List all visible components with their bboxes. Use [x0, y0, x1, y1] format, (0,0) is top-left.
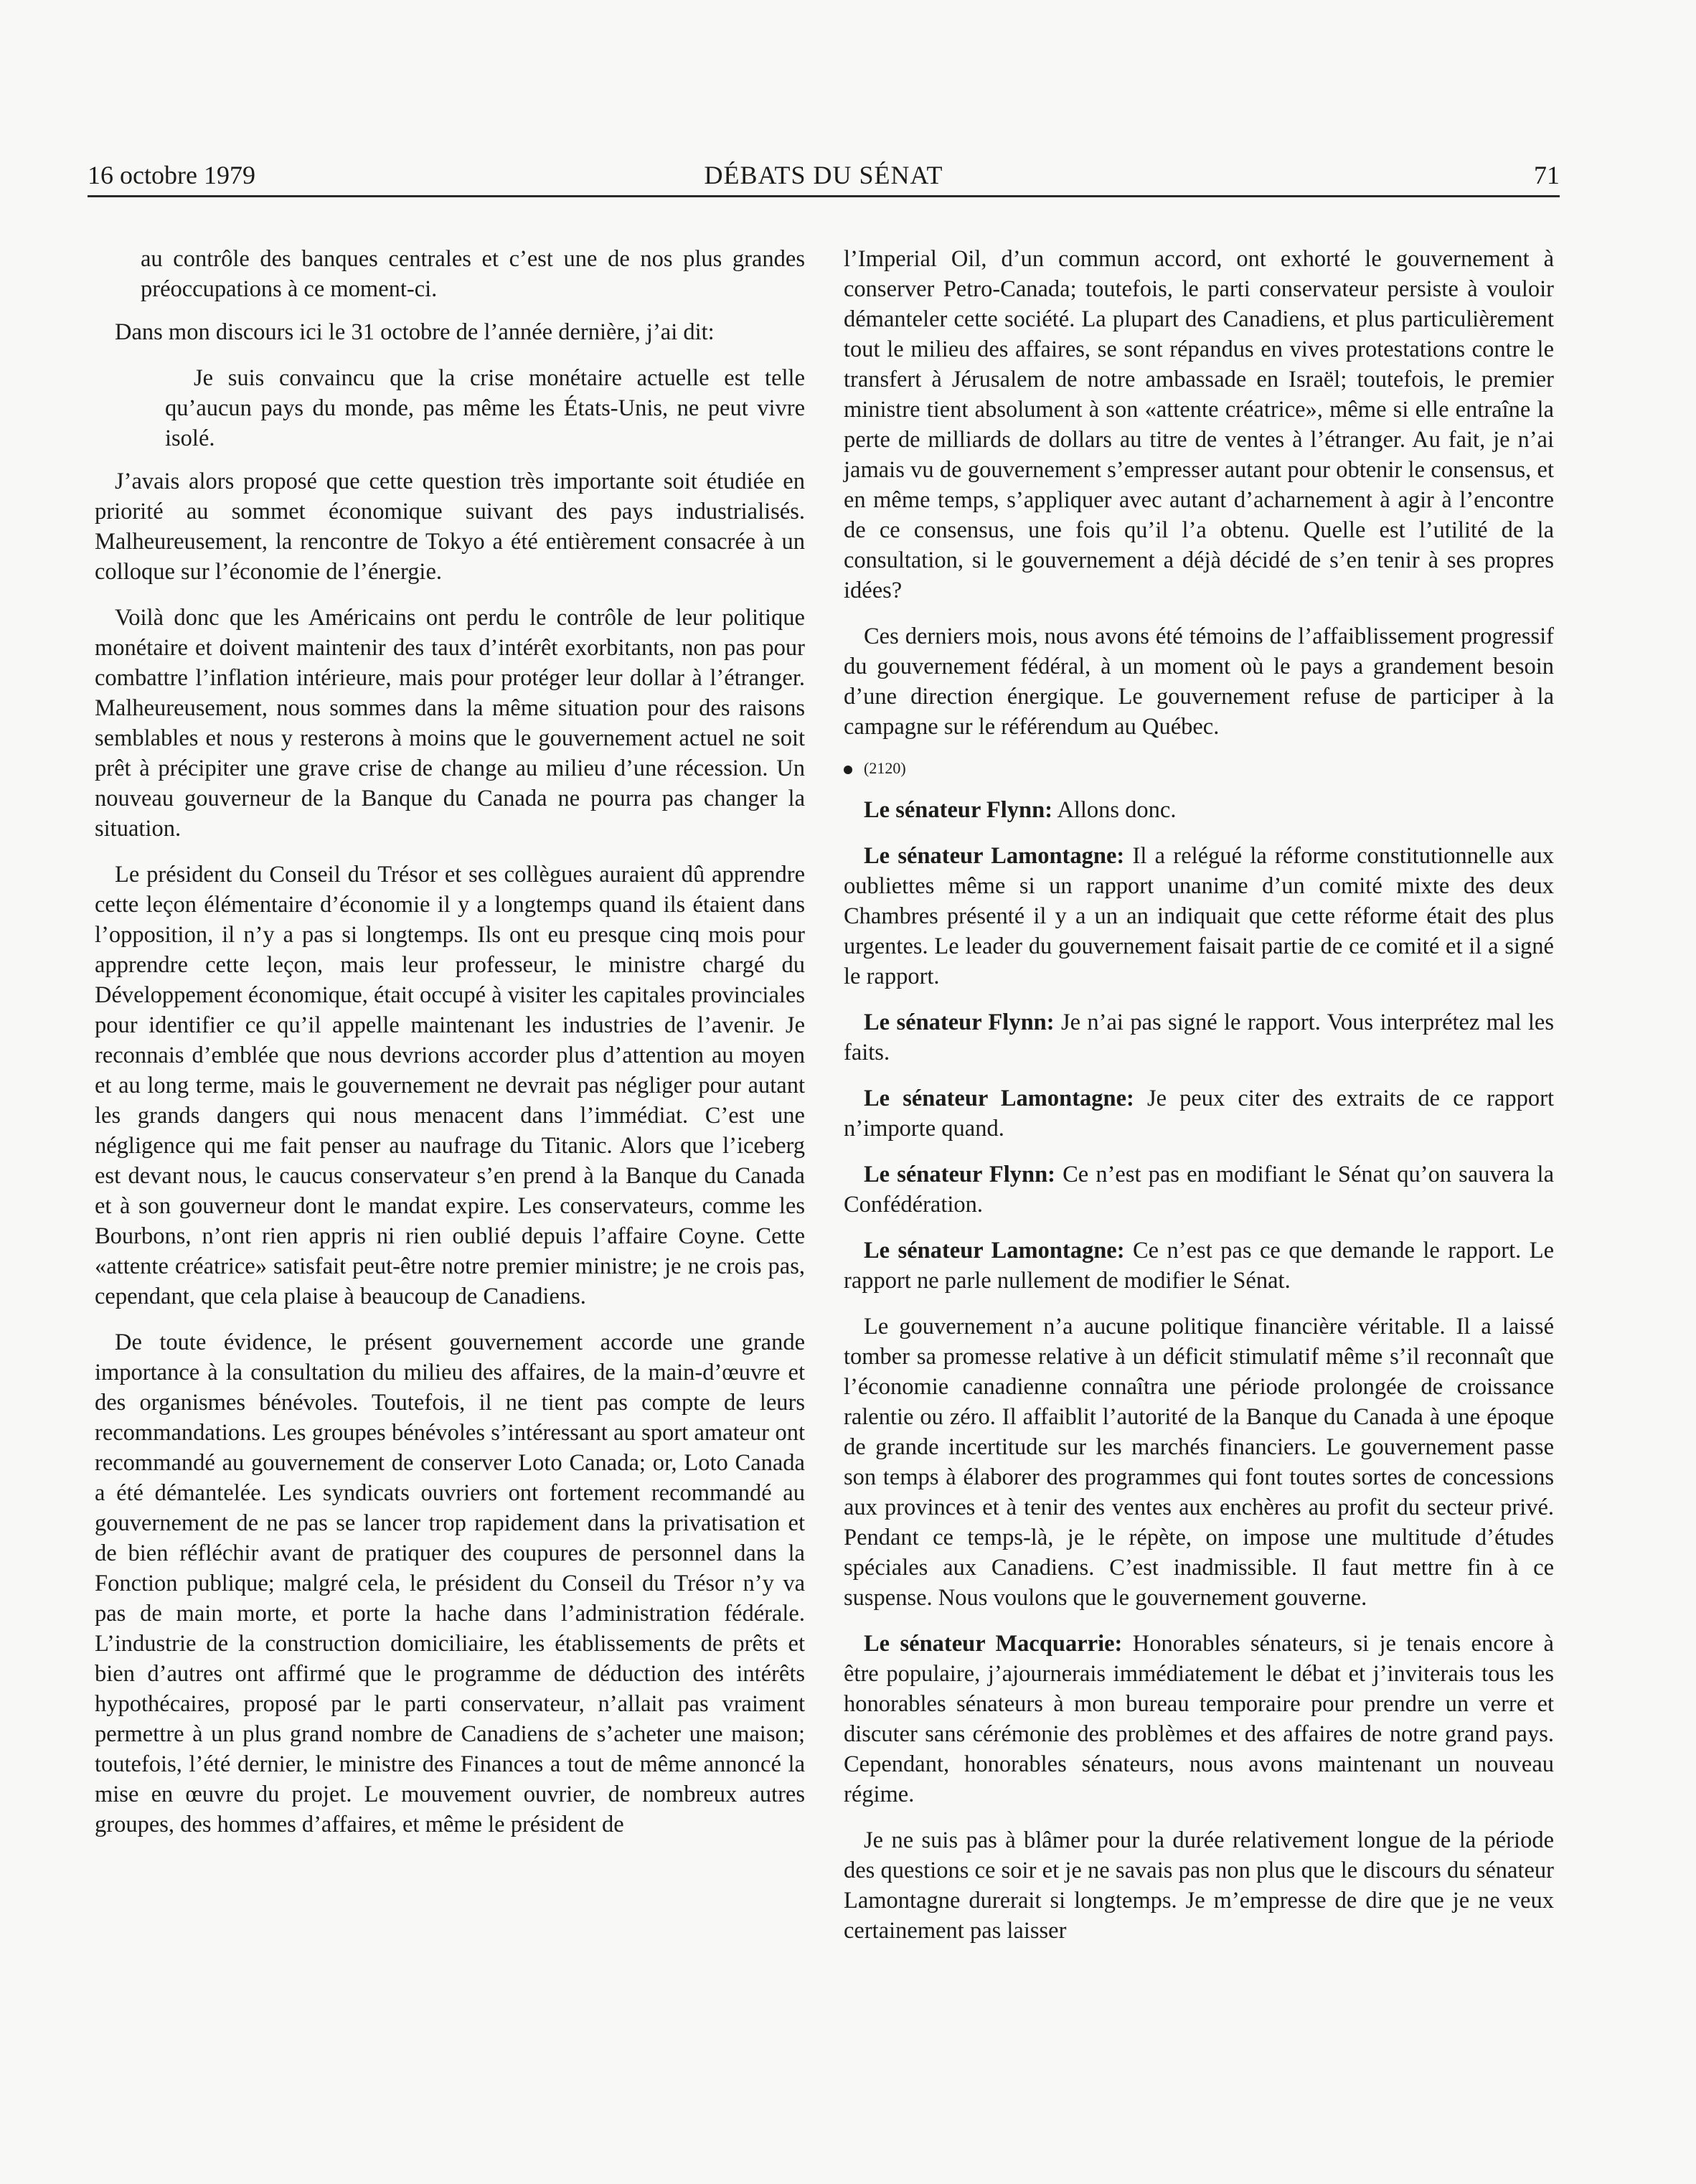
speech: [844, 841, 1554, 992]
page-number: 71: [1534, 161, 1560, 189]
time-marker: [844, 758, 1554, 779]
paragraph: Le président du Conseil du Trésor et ses collègues auraient dû apprendre cette leçon élémentaire d’économie il y a longtemps quand ils étaient dans l’opposition, il n’y a pas si longtemps. Ils ont eu presque cinq mois pour apprendre cette leçon, mais leur professeur, le ministre chargé du Développement économique, était occupé à visiter les capitales provinciales pour identifier ce qu’il appelle maintenant les industries de l’avenir. Je reconnais d’emblée que nous devrions accorder plus d’attention au moyen et au long terme, mais le gouvernement ne devrait pas négliger pour autant les grands dangers qui nous menacent dans l’immédiat. C’est une négligence qui me fait penser au naufrage du Titanic. Alors que l’iceberg est devant nous, le caucus conservateur s’en prend à la Banque du Canada et à son gouverneur dont le mandat expire. Les conservateurs, comme les Bourbons, n’ont rien appris ni rien oublié depuis l’affaire Coyne. Cette «attente créatrice» satisfait peut-être notre premier ministre; je ne crois pas, cependant, que cela plaise à beaucoup de Canadiens.: [95, 862, 805, 1309]
speech-text: Ce n’est pas ce que demande le rapport. Le rapport ne parle nullement de modifier le Sénat.: [844, 1238, 1555, 1294]
speech: [844, 1235, 1554, 1296]
speech: [844, 795, 1554, 825]
paragraph: Voilà donc que les Américains ont perdu le contrôle de leur politique monétaire et doivent maintenir des taux d’intérêt exorbitants, non pas pour combattre l’inflation intérieure, mais pour protéger leur dollar à l’étranger. Malheureusement, nous sommes dans la même situation pour des raisons semblables et nous y resterons à moins que le gouvernement actuel ne soit prêt à précipiter une grave crise de change au milieu d’une récession. Un nouveau gouverneur de la Banque du Canada ne pourra pas changer la situation.: [95, 605, 805, 842]
speech-text: Allons donc.: [1057, 797, 1177, 823]
speaker-name: Le sénateur Macquarrie:: [864, 1631, 1123, 1657]
paragraph: Ces derniers mois, nous avons été témoins de l’affaiblissement progressif du gouvernement fédéral, à un moment où le pays a grandement besoin d’une direction énergique. Le gouvernement refuse de participer à la campagne sur le référendum au Québec.: [844, 623, 1554, 740]
running-header: [88, 159, 1560, 197]
paragraph: De toute évidence, le présent gouvernement accorde une grande importance à la consultation du milieu des affaires, de la main-d’œuvre et des organismes bénévoles. Toutefois, il ne tient pas compte de leurs recommandations. Les groupes bénévoles s’intéressant au sport amateur ont recommandé au gouvernement de conserver Loto Canada; or, Loto Canada a été démantelée. Les syndicats ouvriers ont fortement recommandé au gouvernement de ne pas se lancer trop rapidement dans la privatisation et de bien réfléchir avant de pratiquer des coupures de personnel dans la Fonction publique; malgré cela, le président du Conseil du Trésor n’y va pas de main morte, et porte la hache dans l’administration fédérale. L’industrie de la construction domiciliaire, les établissements de prêts et bien d’autres ont affirmé que le programme de déduction des intérêts hypothécaires, proposé par le parti conservateur, n’allait pas vraiment permettre à un plus grand nombre de Canadiens de s’acheter une maison; toutefois, l’été dernier, le ministre des Finances a tout de même annoncé la mise en œuvre du projet. Le mouvement ouvrier, de nombreux autres groupes, des hommes d’affaires, et même le président de: [95, 1329, 805, 1837]
paragraph: au contrôle des banques centrales et c’est une de nos plus grandes préoccupations à ce moment-ci.: [141, 246, 805, 302]
speaker-name: Le sénateur Flynn:: [864, 1162, 1055, 1187]
speech-text: Ce n’est pas en modifiant le Sénat qu’on sauvera la Confédération.: [844, 1162, 1555, 1218]
header-title: DÉBATS DU SÉNAT: [704, 161, 943, 189]
bullet-icon: [844, 766, 852, 774]
speech-text: Il a relégué la réforme constitutionnelle aux oubliettes même si un rapport unanime d’un comité mixte des deux Chambres présenté il y a un an indiquait que cette réforme était des plus urgentes. Le leader du gouvernement faisait partie de ce comité et il a signé le rapport.: [844, 843, 1555, 989]
speaker-name: Le sénateur Lamontagne:: [864, 843, 1125, 869]
left-column: [95, 244, 805, 1855]
speech: [844, 1159, 1554, 1220]
paragraph: Je ne suis pas à blâmer pour la durée relativement longue de la période des questions ce soir et je ne savais pas non plus que le discours du sénateur Lamontagne durerait si longtemps. Je m’empresse de dire que je ne veux certainement pas laisser: [844, 1827, 1554, 1944]
speech: [844, 1083, 1554, 1144]
speech-text: Honorables sénateurs, si je tenais encore à être populaire, j’ajournerais immédiatement le débat et j’inviterais tous les honorables sénateurs à mon bureau temporaire pour prendre un verre et discuter sans cérémonie des problèmes et des affaires de notre grand pays. Cependant, honorables sénateurs, nous avons maintenant un nouveau régime.: [844, 1631, 1554, 1807]
speech: [844, 1629, 1554, 1809]
right-column: [844, 244, 1554, 1962]
time-marker-text: (2120): [864, 759, 906, 777]
block-quote: Je suis convaincu que la crise monétaire actuelle est telle qu’aucun pays du monde, pas même les États-Unis, ne peut vivre isolé.: [165, 365, 805, 451]
speech: [844, 1007, 1554, 1068]
paragraph: l’Imperial Oil, d’un commun accord, ont exhorté le gouvernement à conserver Petro-Canada; toutefois, le parti conservateur persiste à vouloir démanteler cette société. La plupart des Canadiens, et plus particulièrement tout le milieu des affaires, se sont répandus en vives protestations contre le transfert à Jérusalem de notre ambassade en Israël; toutefois, le premier ministre tient absolument à son «attente créatrice», même si elle entraîne la perte de milliards de dollars au titre de ventes à l’étranger. Au fait, je n’ai jamais vu de gouvernement s’empresser autant pour obtenir le consensus, et en même temps, s’appliquer avec autant d’acharnement à agir à l’encontre de ce consensus, une fois qu’il l’a obtenu. Quelle est l’utilité de la consultation, si le gouvernement a déjà décidé de s’en tenir à ses propres idées?: [844, 246, 1554, 603]
speaker-name: Le sénateur Lamontagne:: [864, 1238, 1125, 1263]
speaker-name: Le sénateur Flynn:: [864, 1009, 1055, 1035]
speech-text: Je peux citer des extraits de ce rapport n’importe quand.: [844, 1086, 1555, 1142]
speech-text: Je n’ai pas signé le rapport. Vous interprétez mal les faits.: [844, 1009, 1554, 1065]
paragraph: Dans mon discours ici le 31 octobre de l’année dernière, j’ai dit:: [115, 319, 715, 345]
speaker-name: Le sénateur Flynn:: [864, 797, 1053, 823]
speaker-name: Le sénateur Lamontagne:: [864, 1086, 1134, 1111]
paragraph: Le gouvernement n’a aucune politique financière véritable. Il a laissé tomber sa promesse relative à un déficit stimulatif même s’il reconnaît que l’économie canadienne connaîtra une période prolongée de croissance ralentie ou zéro. Il affaiblit l’autorité de la Banque du Canada à une époque de grande incertitude sur les marchés financiers. Le gouvernement passe son temps à élaborer des programmes qui font toutes sortes de concessions aux provinces et à tenir des ventes aux enchères au profit du secteur privé. Pendant ce temps-là, je le répète, on impose une multitude d’études spéciales aux Canadiens. C’est inadmissible. Il faut mettre fin à ce suspense. Nous voulons que le gouvernement gouverne.: [844, 1314, 1554, 1611]
paragraph: J’avais alors proposé que cette question très importante soit étudiée en priorité au sommet économique suivant des pays industrialisés. Malheureusement, la rencontre de Tokyo a été entièrement consacrée à un colloque sur l’économie de l’énergie.: [95, 469, 805, 585]
header-date: 16 octobre 1979: [88, 161, 255, 189]
